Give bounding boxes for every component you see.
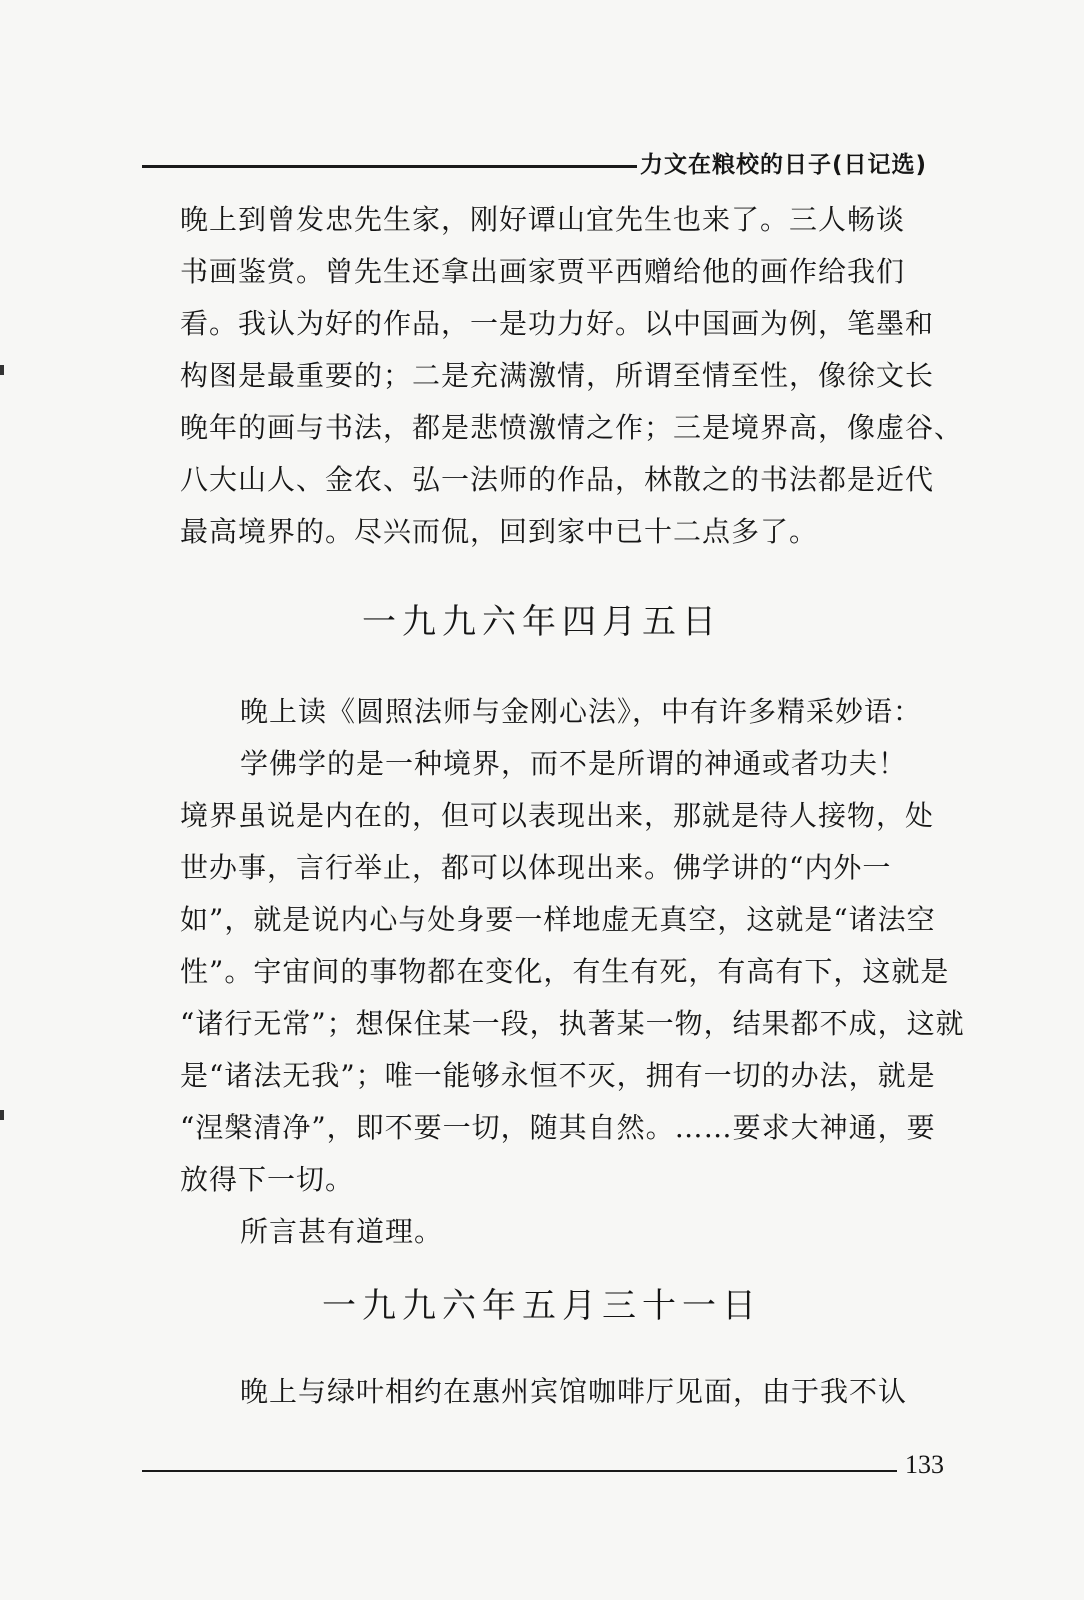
text-line: 晚上到曾发忠先生家，刚好谭山宜先生也来了。三人畅谈 (180, 203, 906, 236)
text-line: 八大山人、金农、弘一法师的作品，林散之的书法都是近代 (180, 463, 935, 496)
text-line: 晚上读《圆照法师与金刚心法》，中有许多精采妙语： (240, 695, 923, 728)
text-line: 晚上与绿叶相约在惠州宾馆咖啡厅见面，由于我不认 (240, 1375, 908, 1408)
text-line: 学佛学的是一种境界，而不是所谓的神通或者功夫！ (240, 747, 908, 780)
page-number: 133 (905, 1450, 944, 1479)
scan-mark (0, 365, 4, 375)
text-line: “涅槃清净”，即不要一切，随其自然。……要求大神通，要 (180, 1111, 936, 1144)
text-line: 构图是最重要的；二是充满激情，所谓至情至性，像徐文长 (180, 359, 935, 392)
text-line: 如”，就是说内心与处身要一样地虚无真空，这就是“诸法空 (180, 903, 936, 936)
text-line: 世办事，言行举止，都可以体现出来。佛学讲的“内外一 (180, 851, 892, 884)
text-line: 书画鉴赏。曾先生还拿出画家贾平西赠给他的画作给我们 (180, 255, 906, 288)
footer-rule (142, 1470, 897, 1472)
text-line: “诸行无常”；想保住某一段，执著某一物，结果都不成，这就 (180, 1007, 965, 1040)
text-line: 放得下一切。 (180, 1163, 355, 1196)
text-line: 所言甚有道理。 (240, 1215, 444, 1248)
diary-entry (180, 1366, 920, 1418)
diary-entry-continued (180, 194, 964, 558)
text-line: 看。我认为好的作品，一是功力好。以中国画为例，笔墨和 (180, 307, 935, 340)
text-line: 境界虽说是内在的，但可以表现出来，那就是待人接物，处 (180, 799, 935, 832)
running-header-title: 力文在粮校的日子(日记选) (640, 152, 928, 178)
scan-mark (0, 1110, 4, 1120)
entry-date-heading: 一九九六年四月五日 (362, 602, 722, 642)
text-line: 晚年的画与书法，都是悲愤激情之作；三是境界高，像虚谷、 (180, 411, 964, 444)
text-line: 是“诸法无我”；唯一能够永恒不灭，拥有一切的办法，就是 (180, 1059, 936, 1092)
header-rule (142, 165, 637, 168)
text-line: 性”。宇宙间的事物都在变化，有生有死，有高有下，这就是 (180, 955, 950, 988)
text-line: 最高境界的。尽兴而侃，回到家中已十二点多了。 (180, 515, 819, 548)
entry-date-heading: 一九九六年五月三十一日 (322, 1286, 762, 1326)
diary-entry (180, 686, 965, 1258)
